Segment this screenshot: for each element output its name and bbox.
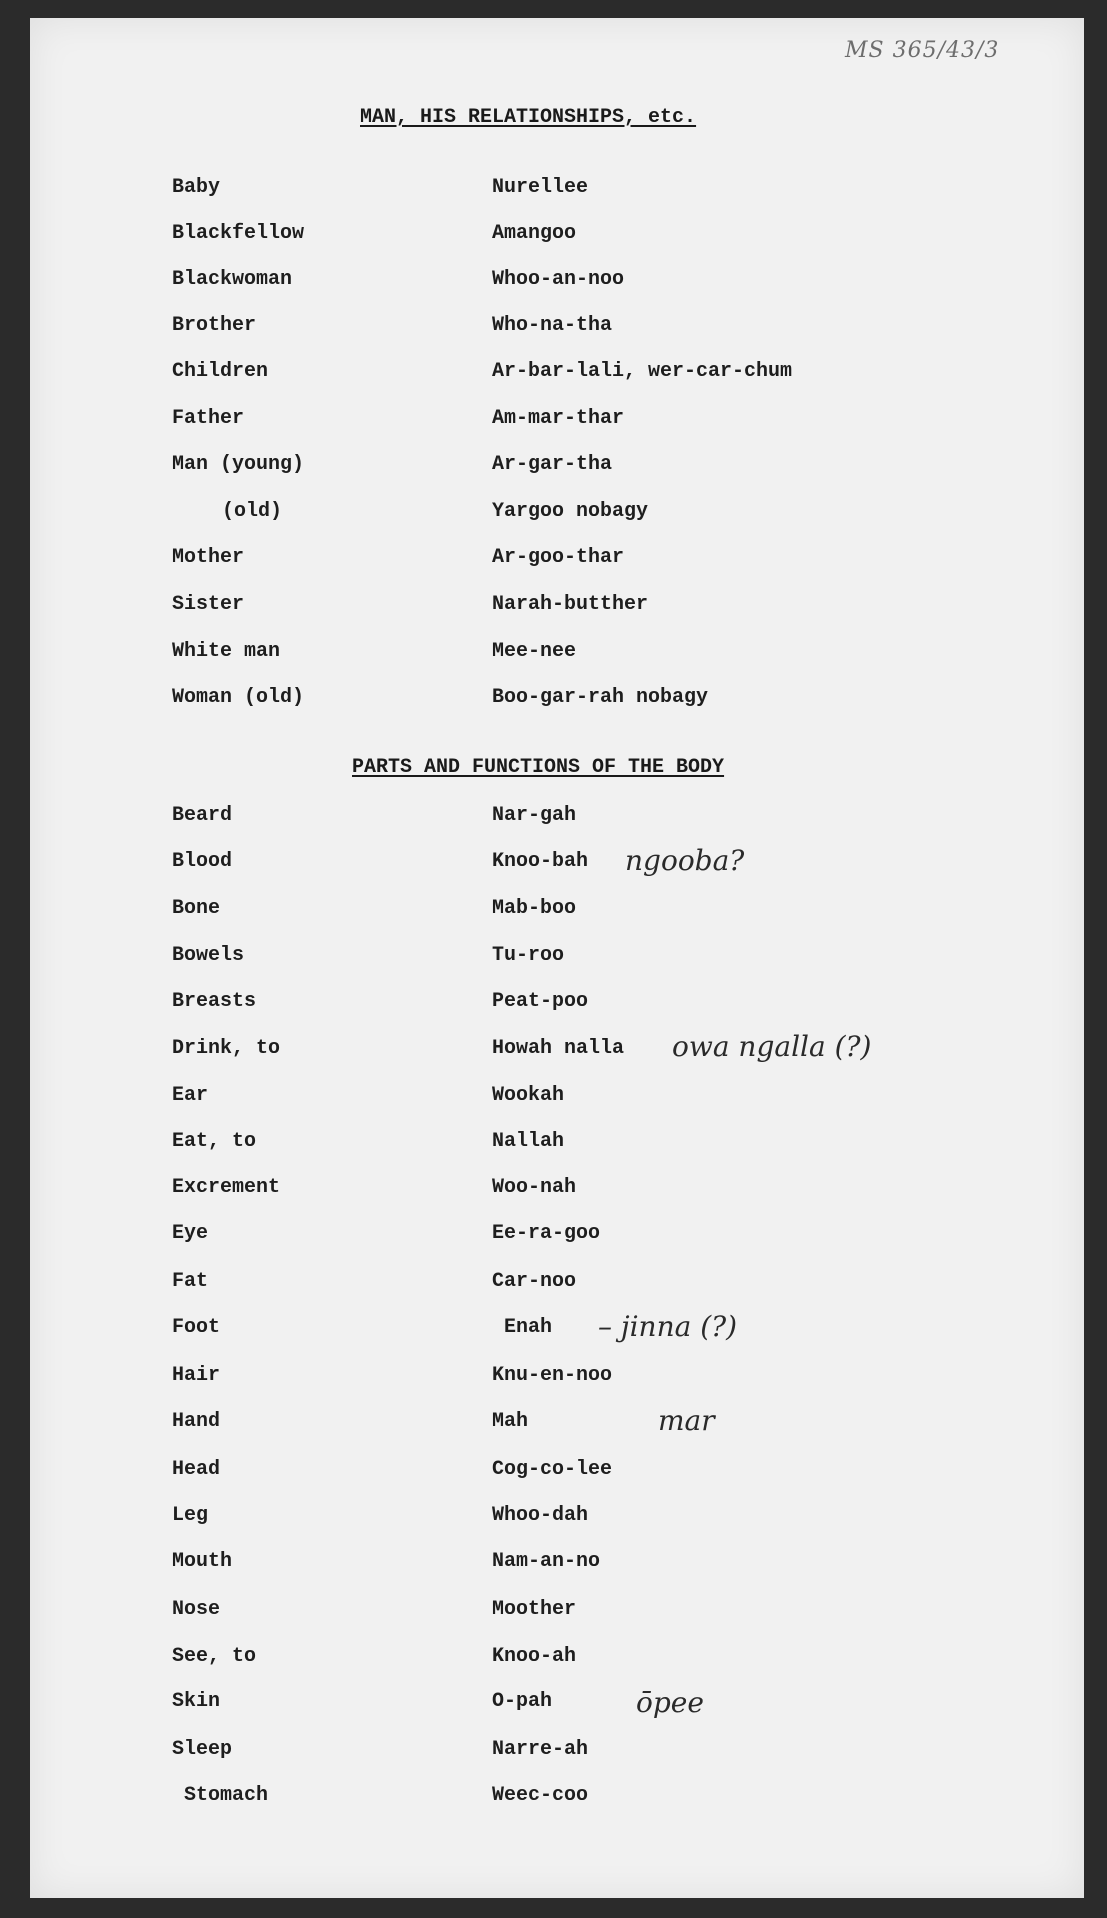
- list-item: [0, 314, 1107, 344]
- english-term: Excrement: [172, 1176, 281, 1199]
- aboriginal-term: Weec-coo: [492, 1784, 589, 1807]
- list-item: [0, 1364, 1107, 1394]
- section-heading-body: PARTS AND FUNCTIONS OF THE BODY: [352, 756, 725, 779]
- section-heading-relationships: MAN, HIS RELATIONSHIPS, etc.: [360, 106, 697, 129]
- english-term: Stomach: [184, 1784, 269, 1807]
- aboriginal-term: Narah-butther: [492, 593, 649, 616]
- list-item: [0, 546, 1107, 576]
- aboriginal-term: O-pah: [492, 1690, 553, 1713]
- aboriginal-term: Moother: [492, 1598, 577, 1621]
- aboriginal-term: Ee-ra-goo: [492, 1222, 601, 1245]
- aboriginal-term: Boo-gar-rah nobagy: [492, 686, 709, 709]
- list-item: [0, 1690, 1107, 1720]
- aboriginal-term: Whoo-an-noo: [492, 268, 625, 291]
- english-term: Hand: [172, 1410, 221, 1433]
- english-term: Children: [172, 360, 269, 383]
- list-item: [0, 1222, 1107, 1252]
- aboriginal-term: Enah: [504, 1316, 553, 1339]
- english-term: Drink, to: [172, 1037, 281, 1060]
- list-item: [0, 1037, 1107, 1067]
- english-term: Baby: [172, 176, 221, 199]
- aboriginal-term: Knoo-bah: [492, 850, 589, 873]
- list-item: [0, 222, 1107, 252]
- english-term: (old): [222, 500, 283, 523]
- aboriginal-term: Yargoo nobagy: [492, 500, 649, 523]
- english-term: Woman (old): [172, 686, 305, 709]
- aboriginal-term: Mah: [492, 1410, 529, 1433]
- list-item: [0, 1784, 1107, 1814]
- list-item: [0, 1738, 1107, 1768]
- english-term: Sister: [172, 593, 245, 616]
- english-term: See, to: [172, 1645, 257, 1668]
- english-term: Father: [172, 407, 245, 430]
- english-term: Skin: [172, 1690, 221, 1713]
- english-term: Leg: [172, 1504, 209, 1527]
- english-term: Eat, to: [172, 1130, 257, 1153]
- list-item: [0, 360, 1107, 390]
- list-item: [0, 897, 1107, 927]
- english-term: Ear: [172, 1084, 209, 1107]
- list-item: [0, 1550, 1107, 1580]
- aboriginal-term: Nallah: [492, 1130, 565, 1153]
- english-term: Blackfellow: [172, 222, 305, 245]
- list-item: [0, 1645, 1107, 1675]
- list-item: [0, 686, 1107, 716]
- aboriginal-term: Amangoo: [492, 222, 577, 245]
- aboriginal-term: Narre-ah: [492, 1738, 589, 1761]
- list-item: [0, 500, 1107, 530]
- handwritten-note-foot: – jinna (?): [598, 1310, 738, 1343]
- aboriginal-term: Who-na-tha: [492, 314, 613, 337]
- english-term: Breasts: [172, 990, 257, 1013]
- list-item: [0, 453, 1107, 483]
- english-term: Hair: [172, 1364, 221, 1387]
- english-term: Blackwoman: [172, 268, 293, 291]
- aboriginal-term: Howah nalla: [492, 1037, 625, 1060]
- list-item: [0, 990, 1107, 1020]
- list-item: [0, 1270, 1107, 1300]
- aboriginal-term: Woo-nah: [492, 1176, 577, 1199]
- english-term: Blood: [172, 850, 233, 873]
- list-item: [0, 1176, 1107, 1206]
- list-item: [0, 1316, 1107, 1346]
- aboriginal-term: Wookah: [492, 1084, 565, 1107]
- aboriginal-term: Ar-gar-tha: [492, 453, 613, 476]
- aboriginal-term: Nurellee: [492, 176, 589, 199]
- manuscript-reference: MS 365/43/3: [845, 38, 1000, 63]
- english-term: Fat: [172, 1270, 209, 1293]
- aboriginal-term: Knu-en-noo: [492, 1364, 613, 1387]
- aboriginal-term: Mee-nee: [492, 640, 577, 663]
- aboriginal-term: Tu-roo: [492, 944, 565, 967]
- list-item: [0, 640, 1107, 670]
- handwritten-note-drink: owa ngalla (?): [672, 1030, 872, 1063]
- aboriginal-term: Cog-co-lee: [492, 1458, 613, 1481]
- aboriginal-term: Ar-bar-lali, wer-car-chum: [492, 360, 793, 383]
- aboriginal-term: Nam-an-no: [492, 1550, 601, 1573]
- list-item: [0, 593, 1107, 623]
- english-term: Head: [172, 1458, 221, 1481]
- aboriginal-term: Ar-goo-thar: [492, 546, 625, 569]
- list-item: [0, 176, 1107, 206]
- list-item: [0, 407, 1107, 437]
- list-item: [0, 1504, 1107, 1534]
- list-item: [0, 804, 1107, 834]
- aboriginal-term: Peat-poo: [492, 990, 589, 1013]
- list-item: [0, 1130, 1107, 1160]
- list-item: [0, 1084, 1107, 1114]
- handwritten-note-skin: ōpee: [636, 1686, 704, 1719]
- english-term: Nose: [172, 1598, 221, 1621]
- english-term: Beard: [172, 804, 233, 827]
- english-term: White man: [172, 640, 281, 663]
- english-term: Sleep: [172, 1738, 233, 1761]
- english-term: Eye: [172, 1222, 209, 1245]
- aboriginal-term: Am-mar-thar: [492, 407, 625, 430]
- aboriginal-term: Nar-gah: [492, 804, 577, 827]
- english-term: Bowels: [172, 944, 245, 967]
- english-term: Man (young): [172, 453, 305, 476]
- english-term: Bone: [172, 897, 221, 920]
- list-item: [0, 850, 1107, 880]
- english-term: Brother: [172, 314, 257, 337]
- handwritten-note-hand: mar: [658, 1404, 715, 1437]
- aboriginal-term: Mab-boo: [492, 897, 577, 920]
- aboriginal-term: Knoo-ah: [492, 1645, 577, 1668]
- list-item: [0, 268, 1107, 298]
- list-item: [0, 1458, 1107, 1488]
- english-term: Mother: [172, 546, 245, 569]
- english-term: Mouth: [172, 1550, 233, 1573]
- aboriginal-term: Whoo-dah: [492, 1504, 589, 1527]
- list-item: [0, 944, 1107, 974]
- list-item: [0, 1598, 1107, 1628]
- handwritten-note-blood: ngooba?: [625, 844, 745, 877]
- english-term: Foot: [172, 1316, 221, 1339]
- aboriginal-term: Car-noo: [492, 1270, 577, 1293]
- list-item: [0, 1410, 1107, 1440]
